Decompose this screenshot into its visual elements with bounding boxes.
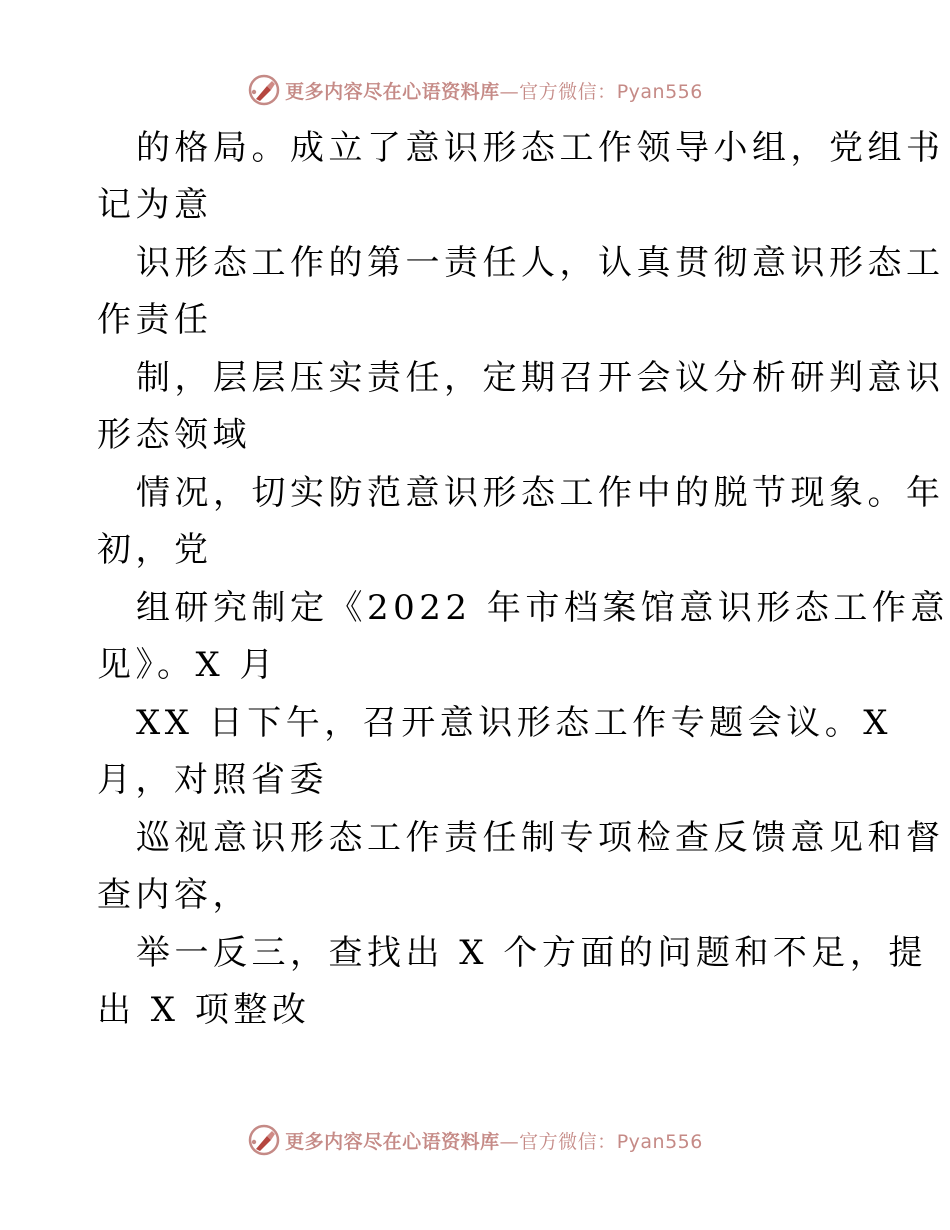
text-line: 制，层层压实责任，定期召开会议分析研判意识 (136, 358, 945, 398)
text-line: 月，对照省委 (97, 760, 328, 800)
pen-nib-logo-icon (247, 1123, 281, 1157)
text-line: 记为意 (97, 185, 213, 225)
watermark-text: 更多内容尽在心语资料库—官方微信：Pyan556 (285, 1130, 703, 1153)
footer-watermark (0, 1120, 950, 1160)
text-line: 见》。X 月 (97, 645, 279, 685)
header-watermark (0, 70, 950, 110)
text-line: 巡视意识形态工作责任制专项检查反馈意见和督 (136, 818, 945, 858)
text-line: 初，党 (97, 530, 213, 570)
text-line: 形态领域 (97, 415, 251, 455)
watermark-text: 更多内容尽在心语资料库—官方微信：Pyan556 (285, 80, 703, 103)
text-line: 举一反三，查找出 X 个方面的问题和不足，提 (136, 933, 927, 973)
text-line: 作责任 (97, 300, 213, 340)
text-line: 的格局。成立了意识形态工作领导小组，党组书 (136, 128, 945, 168)
text-line: 出 X 项整改 (97, 990, 311, 1030)
pen-nib-logo-icon (247, 73, 281, 107)
text-line: 查内容， (97, 875, 251, 915)
text-line: 情况，切实防范意识形态工作中的脱节现象。年 (136, 473, 945, 513)
text-line: 识形态工作的第一责任人，认真贯彻意识形态工 (136, 243, 945, 283)
text-line: 组研究制定《2022 年市档案馆意识形态工作意 (136, 588, 949, 628)
text-line: XX 日下午，召开意识形态工作专题会议。X (136, 703, 892, 743)
